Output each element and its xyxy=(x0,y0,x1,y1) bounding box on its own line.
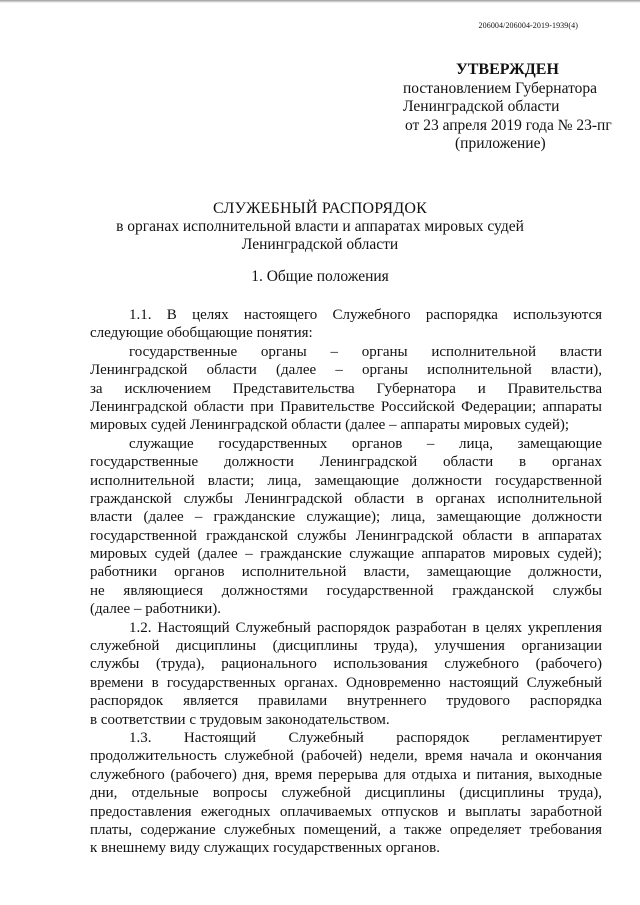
paragraph-line: за исключением Представительства Губернатора и Правительства xyxy=(90,380,602,397)
paragraph-line: Ленинградской области (далее – органы исполнительной власти), xyxy=(90,362,602,379)
approval-heading: УТВЕРЖДЕН xyxy=(456,61,559,78)
paragraph-line: предоставления ежегодных оплачиваемых отпусков и выплаты заработной xyxy=(90,803,602,820)
paragraph-line: служебной дисциплины (дисциплины труда), улучшения организации xyxy=(90,638,602,655)
paragraph-line: распорядок является правилами внутреннего трудового распорядка xyxy=(90,693,602,710)
paragraph-line: Ленинградской области при Правительстве Российской Федерации; аппараты xyxy=(90,398,602,415)
paragraph-line: 1.2. Настоящий Служебный распорядок разработан в целях укрепления xyxy=(129,619,602,636)
paragraph-line: продолжительность служебной (рабочей) недели, время начала и окончания xyxy=(90,748,602,765)
approval-stamp xyxy=(400,61,610,154)
paragraph-line: государственные органы – органы исполнительной власти xyxy=(129,343,602,360)
paragraph-line: гражданской службы Ленинградской области в органах исполнительной xyxy=(90,490,602,507)
paragraph-line: времени в государственных органах. Одновременно настоящий Служебный xyxy=(90,674,602,691)
paragraph-line: не являющиеся должностями государственной гражданской службы xyxy=(90,582,602,599)
document-code: 206004/206004-2019-1939(4) xyxy=(478,21,578,30)
paragraph-line: дни, отдельные вопросы служебной дисциплины (дисциплины труда), xyxy=(90,785,602,802)
paragraph-line: государственные должности Ленинградской области в органах xyxy=(90,454,602,471)
paragraph-line: службы (труда), рационального использования служебного (рабочего) xyxy=(90,656,602,673)
paragraph-line: следующие обобщающие понятия: xyxy=(90,325,313,342)
paragraph-line: служащие государственных органов – лица, замещающие xyxy=(129,435,602,452)
approval-line: от 23 апреля 2019 года № 23-пг xyxy=(405,116,612,134)
paragraph-line: 1.3. Настоящий Служебный распорядок регламентирует xyxy=(129,729,602,746)
paragraph-line: мировых судей Ленинградской области (далее – аппараты мировых судей); xyxy=(90,417,570,434)
title-subtitle: Ленинградской области xyxy=(241,236,399,253)
approval-line: (приложение) xyxy=(455,135,546,152)
title-subtitle: в органах исполнительной власти и аппаратах мировых судей xyxy=(116,218,524,235)
approval-line: Ленинградской области xyxy=(403,98,560,115)
paragraph-line: (далее – работники). xyxy=(90,601,221,618)
approval-line: постановлением Губернатора xyxy=(403,79,598,97)
paragraph-line: работники органов исполнительной власти, замещающие должности, xyxy=(90,564,602,581)
section-heading: 1. Общие положения xyxy=(251,268,389,285)
title-main: СЛУЖЕБНЫЙ РАСПОРЯДОК xyxy=(213,200,427,217)
paragraph-line: платы, содержание служебных помещений, а также определяет требования xyxy=(90,821,602,838)
paragraph-line: 1.1. В целях настоящего Служебного распорядка используются xyxy=(129,307,602,323)
paragraph-line: государственной гражданской службы Ленинградской области в аппаратах xyxy=(90,527,602,544)
paragraph-line: к внешнему виду служащих государственных органов. xyxy=(90,840,440,857)
document-title xyxy=(90,200,550,254)
paragraph-line: исполнительной власти; лица, замещающие должности государственной xyxy=(90,472,602,489)
paragraph-line: мировых судей (далее – гражданские служащие аппаратов мировых судей); xyxy=(90,546,602,563)
paragraph-line: власти (далее – гражданские служащие); лица, замещающие должности xyxy=(90,509,602,526)
paragraph-line: служебного (рабочего) дня, время перерыва для отдыха и питания, выходные xyxy=(90,766,602,783)
paragraph-line: в соответствии с трудовым законодательством. xyxy=(90,711,390,728)
document-body xyxy=(90,306,602,858)
page-top-edge xyxy=(0,0,640,3)
